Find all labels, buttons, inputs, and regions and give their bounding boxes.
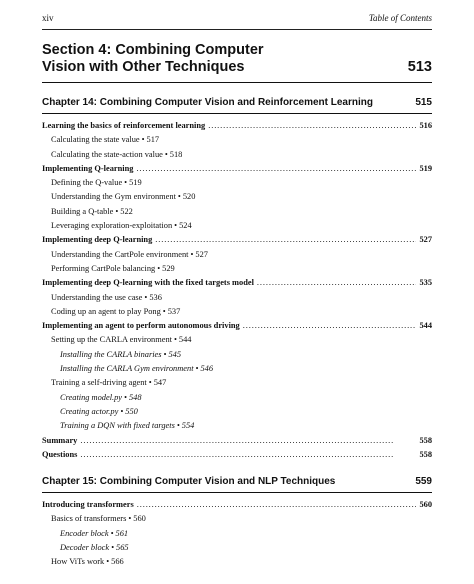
toc-entry-text: Implementing an agent to perform autonomous driving — [42, 321, 240, 331]
toc-entry-text: Performing CartPole balancing — [51, 263, 156, 273]
toc-entry-text: Coding up an agent to play Pong — [51, 306, 161, 316]
toc-entry[interactable] — [42, 555, 432, 569]
toc-entry-page: 550 — [125, 406, 138, 416]
toc-entry[interactable] — [42, 391, 432, 405]
toc-entry[interactable] — [42, 291, 432, 305]
bullet-separator: • — [173, 335, 177, 345]
chapter-page: 515 — [415, 97, 432, 108]
toc-entry-page: 537 — [167, 306, 181, 316]
chapter-heading[interactable] — [42, 476, 432, 490]
toc-entry-page: 560 — [133, 514, 146, 524]
toc-entry-text: Creating model.py — [60, 392, 123, 402]
toc-entry-text: Building a Q-table — [51, 206, 114, 216]
toc-entry-page: 558 — [419, 449, 432, 459]
toc-entry[interactable] — [42, 498, 432, 512]
toc-entry-text: Setting up the CARLA environment — [51, 335, 172, 345]
toc-entry[interactable] — [42, 348, 432, 362]
bullet-separator: • — [111, 543, 115, 553]
toc-entry-page: 519 — [419, 163, 432, 173]
toc-entry[interactable] — [42, 541, 432, 555]
toc-entry-text: Understanding the Gym environment — [51, 192, 176, 202]
dot-leader — [80, 448, 416, 462]
toc-entry-page: 520 — [182, 192, 196, 202]
toc-entry-text: How ViTs work — [51, 557, 105, 567]
toc-entry[interactable] — [42, 219, 432, 233]
toc-entry-page: 517 — [146, 135, 160, 145]
toc-entry-page: 544 — [419, 321, 432, 331]
toc-entry-text: Summary — [42, 435, 78, 445]
dot-leader — [136, 162, 416, 176]
toc-entry-page: 536 — [149, 292, 162, 302]
toc-entry-text: Decoder block — [60, 543, 110, 553]
toc-entry[interactable] — [42, 262, 432, 276]
toc-entry-page: 546 — [200, 364, 214, 374]
running-title: Table of Contents — [368, 13, 432, 23]
chapter-title: Chapter 15: Combining Computer Vision and NLP Techniques — [42, 476, 336, 488]
toc-entry[interactable] — [42, 119, 432, 133]
toc-entry-page: 545 — [168, 349, 182, 359]
toc-entry-text: Leveraging exploration-exploitation — [51, 221, 173, 231]
toc-entry-page: 516 — [419, 121, 432, 130]
bullet-separator: • — [195, 364, 199, 374]
toc-entry[interactable] — [42, 527, 432, 541]
toc-entry-page: 565 — [116, 543, 129, 553]
dot-leader — [155, 233, 416, 247]
running-head — [42, 0, 432, 27]
toc-entry-page: 566 — [111, 557, 124, 567]
toc-entry-page: 560 — [419, 500, 432, 510]
toc-entry-text: Installing the CARLA binaries — [60, 349, 162, 359]
dot-leader — [137, 498, 417, 512]
bullet-separator: • — [177, 192, 181, 202]
toc-entry[interactable] — [42, 362, 432, 376]
bullet-separator: • — [124, 392, 127, 402]
toc-entry[interactable] — [42, 162, 432, 176]
toc-entry-page: 529 — [162, 263, 175, 273]
bullet-separator: • — [144, 292, 148, 302]
chapter-page: 559 — [415, 476, 432, 488]
toc-entry-text: Understanding the CartPole environment — [51, 249, 189, 259]
toc-entry-page: 558 — [419, 435, 432, 445]
toc-entry[interactable] — [42, 276, 432, 290]
toc-entry-page: 522 — [120, 206, 133, 216]
bullet-separator: • — [124, 178, 128, 188]
toc-entry-text: Creating actor.py — [60, 406, 119, 416]
toc-entry[interactable] — [42, 190, 432, 204]
chapter-rule — [42, 492, 432, 493]
bullet-separator: • — [157, 263, 161, 273]
section-rule — [42, 82, 432, 83]
toc-entry[interactable] — [42, 248, 432, 262]
toc-entry-text: Introducing transformers — [42, 500, 134, 510]
dot-leader — [257, 276, 417, 290]
section-heading[interactable] — [42, 42, 432, 76]
dot-leader — [243, 319, 417, 333]
chapter-title: Chapter 14: Combining Computer Vision and Reinforcement Learning — [42, 97, 373, 108]
section-page: 513 — [407, 59, 432, 75]
toc-entry[interactable] — [42, 305, 432, 319]
toc-entry-page: 561 — [115, 528, 129, 538]
toc-entry-text: Understanding the use case — [51, 292, 143, 302]
toc-entry[interactable] — [42, 512, 432, 526]
toc-entry[interactable] — [42, 233, 432, 247]
bullet-separator: • — [115, 206, 119, 216]
toc-entry[interactable] — [42, 205, 432, 219]
chapter-list — [42, 97, 432, 570]
toc-entry-text: Questions — [42, 449, 78, 459]
bullet-separator: • — [110, 528, 114, 538]
toc-entry-page: 527 — [195, 249, 208, 259]
bullet-separator: • — [163, 349, 167, 359]
toc-entry-text: Installing the CARLA Gym environment — [60, 364, 194, 374]
toc-entry[interactable] — [42, 405, 432, 419]
toc-entry-page: 527 — [419, 235, 432, 245]
toc-entry-text: Calculating the state value — [51, 135, 140, 145]
toc-entry-page: 548 — [128, 392, 142, 402]
toc-entry-text: Implementing deep Q-learning — [42, 235, 153, 245]
section-title: Section 4: Combining Computer Vision with Other Techniques — [42, 42, 264, 75]
header-rule — [42, 29, 432, 30]
toc-entry-text: Basics of transformers — [51, 514, 127, 524]
toc-entry[interactable] — [42, 376, 432, 390]
bullet-separator: • — [190, 249, 194, 259]
bullet-separator: • — [162, 306, 166, 316]
bullet-separator: • — [176, 421, 180, 431]
toc-entry[interactable] — [42, 319, 432, 333]
toc-entry-text: Defining the Q-value — [51, 178, 123, 188]
toc-entry[interactable] — [42, 333, 432, 347]
toc-entry[interactable] — [42, 176, 432, 190]
bullet-separator: • — [106, 557, 110, 567]
bullet-separator: • — [148, 378, 152, 388]
bullet-separator: • — [174, 221, 178, 231]
toc-entry-text: Calculating the state-action value — [51, 149, 163, 159]
page-number: xiv — [42, 13, 54, 23]
toc-entry-page: 554 — [181, 421, 195, 431]
toc-entry[interactable] — [42, 133, 432, 147]
toc-entry[interactable] — [42, 148, 432, 162]
toc-entry-text: Encoder block — [60, 528, 109, 538]
toc-entry-page: 519 — [129, 178, 142, 188]
toc-entry-text: Implementing deep Q-learning with the fixed targets model — [42, 278, 254, 288]
chapter-rule — [42, 113, 432, 114]
toc-entry-page: 535 — [419, 278, 432, 288]
toc-entry-page: 547 — [153, 378, 167, 388]
dot-leader — [80, 434, 416, 448]
toc-entry-page: 518 — [169, 149, 183, 159]
dot-leader — [208, 119, 416, 133]
toc-entry[interactable] — [42, 434, 432, 448]
toc-entry-page: 544 — [178, 335, 192, 345]
bullet-separator: • — [120, 406, 124, 416]
bullet-separator: • — [141, 135, 145, 145]
toc-entry-text: Training a DQN with fixed targets — [60, 421, 175, 431]
toc-entry-text: Implementing Q-learning — [42, 163, 134, 173]
toc-entry-page: 524 — [179, 221, 192, 231]
toc-entry-text: Learning the basics of reinforcement learning — [42, 121, 206, 130]
toc-entry[interactable] — [42, 419, 432, 433]
toc-entry[interactable] — [42, 448, 432, 462]
toc-entry-text: Training a self-driving agent — [51, 378, 147, 388]
bullet-separator: • — [128, 514, 132, 524]
chapter-heading[interactable] — [42, 97, 432, 111]
bullet-separator: • — [164, 149, 168, 159]
